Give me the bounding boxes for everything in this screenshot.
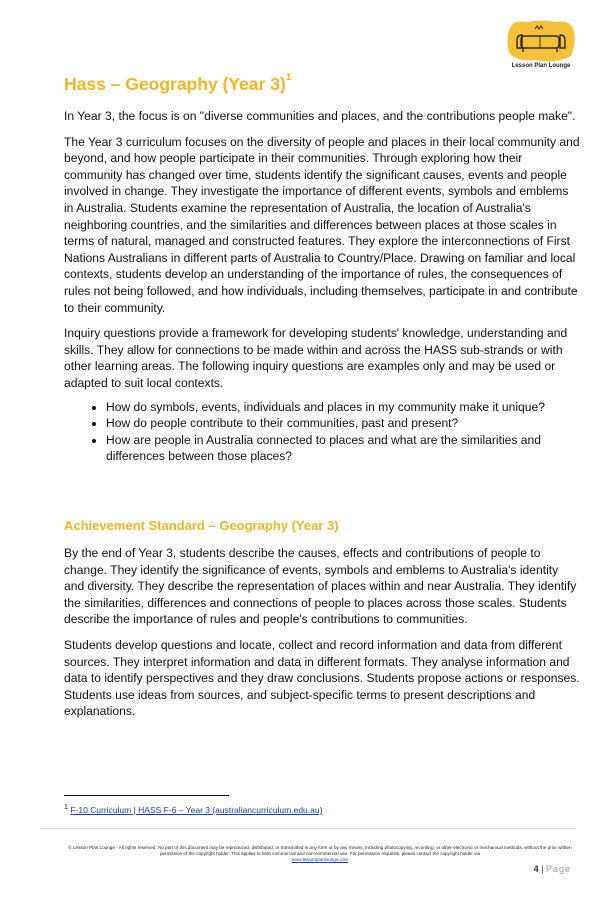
title-footnote-ref[interactable]: 1 [285, 72, 292, 83]
page-label: Page [545, 864, 571, 874]
page-title [64, 74, 291, 95]
footnote-number: 1 [64, 803, 68, 811]
achievement-paragraph: Students develop questions and locate, collect and record information and data from different sources. They interpret information and data in different formats. They analyse information and data to identify perspectives and they draw conclusions. Students propose actions or responses. Students use ideas from sources, and subject-specific terms to present descriptions and explanations. [64, 637, 580, 719]
copyright-link[interactable]: www.lessonplanlounge.com [291, 857, 349, 862]
inquiry-question-list [64, 399, 580, 465]
inquiry-question: • How do people contribute to their communities, past and present? [106, 415, 580, 432]
copyright-text: © Lesson Plan Lounge - All rights reserved. No part of this document may be reproduced, distributed, or transmitted in any form or by any means, including photocopying, recording, or other electronic or mechanical methods, without the prior written permission of the copyright holder. This applies to both commercial and non-commercial use. For permission requests, please contact the copyright holder via [68, 845, 572, 856]
achievement-section [64, 545, 580, 729]
footnote [64, 803, 322, 815]
footnote-link[interactable]: F-10 Curriculum | HASS F-6 – Year 3 (australiancurriculum.edu.au) [70, 804, 323, 815]
copyright-notice [64, 845, 576, 863]
curriculum-paragraph: The Year 3 curriculum focuses on the diversity of people and places in their local community and beyond, and how people participate in their communities. Through exploring how their community has changed over time, students identify the significant causes, events and people involved in change. They investigate the importance of different events, symbols and emblems in Australia. Students examine the representation of Australia, the location of Australia's neighboring countries, and the similarities and differences between places at those scales in terms of natural, managed and constructed features. They explore the interconnections of First Nations Australians in different parts of Australia to Country/Place. Drawing on familiar and local contexts, students develop an understanding of the importance of rules, the consequences of rules not being followed, and how individuals, including themselves, participate in and contribute to their community. [64, 134, 580, 315]
page-number-value: 4 [533, 864, 539, 874]
footnote-divider [64, 795, 229, 796]
intro-section [64, 108, 580, 465]
page-title-text: Hass – Geography (Year 3) [64, 74, 286, 94]
sofa-logo-icon [505, 18, 577, 64]
intro-paragraph: In Year 3, the focus is on "diverse communities and places, and the contributions people make". [64, 109, 576, 123]
inquiry-paragraph: Inquiry questions provide a framework for developing students' knowledge, understanding and skills. They allow for connections to be made within and across the HASS sub-strands or with other learning areas. The following inquiry questions are examples only and may be used or adapted to suit local contexts. [64, 326, 568, 390]
brand-logo [505, 18, 577, 76]
inquiry-question: • How do symbols, events, individuals and places in my community make it unique? [106, 399, 580, 416]
footer-divider [40, 828, 576, 829]
achievement-heading: Achievement Standard – Geography (Year 3) [64, 518, 339, 533]
achievement-paragraph: By the end of Year 3, students describe the causes, effects and contributions of people to change. They identify the significance of events, symbols and emblems to Australia's identity and diversity. They describe the representation of places within and near Australia. They identify the similarities, differences and connections of people to places across those scales. Students describe the importance of rules and people's contributions to communities. [64, 546, 577, 627]
inquiry-question: • How are people in Australia connected to places and what are the similarities and differences between those places? [106, 432, 580, 465]
logo-brand-text: Lesson Plan Lounge [511, 63, 571, 69]
page-number: 4 | Page [533, 864, 571, 874]
